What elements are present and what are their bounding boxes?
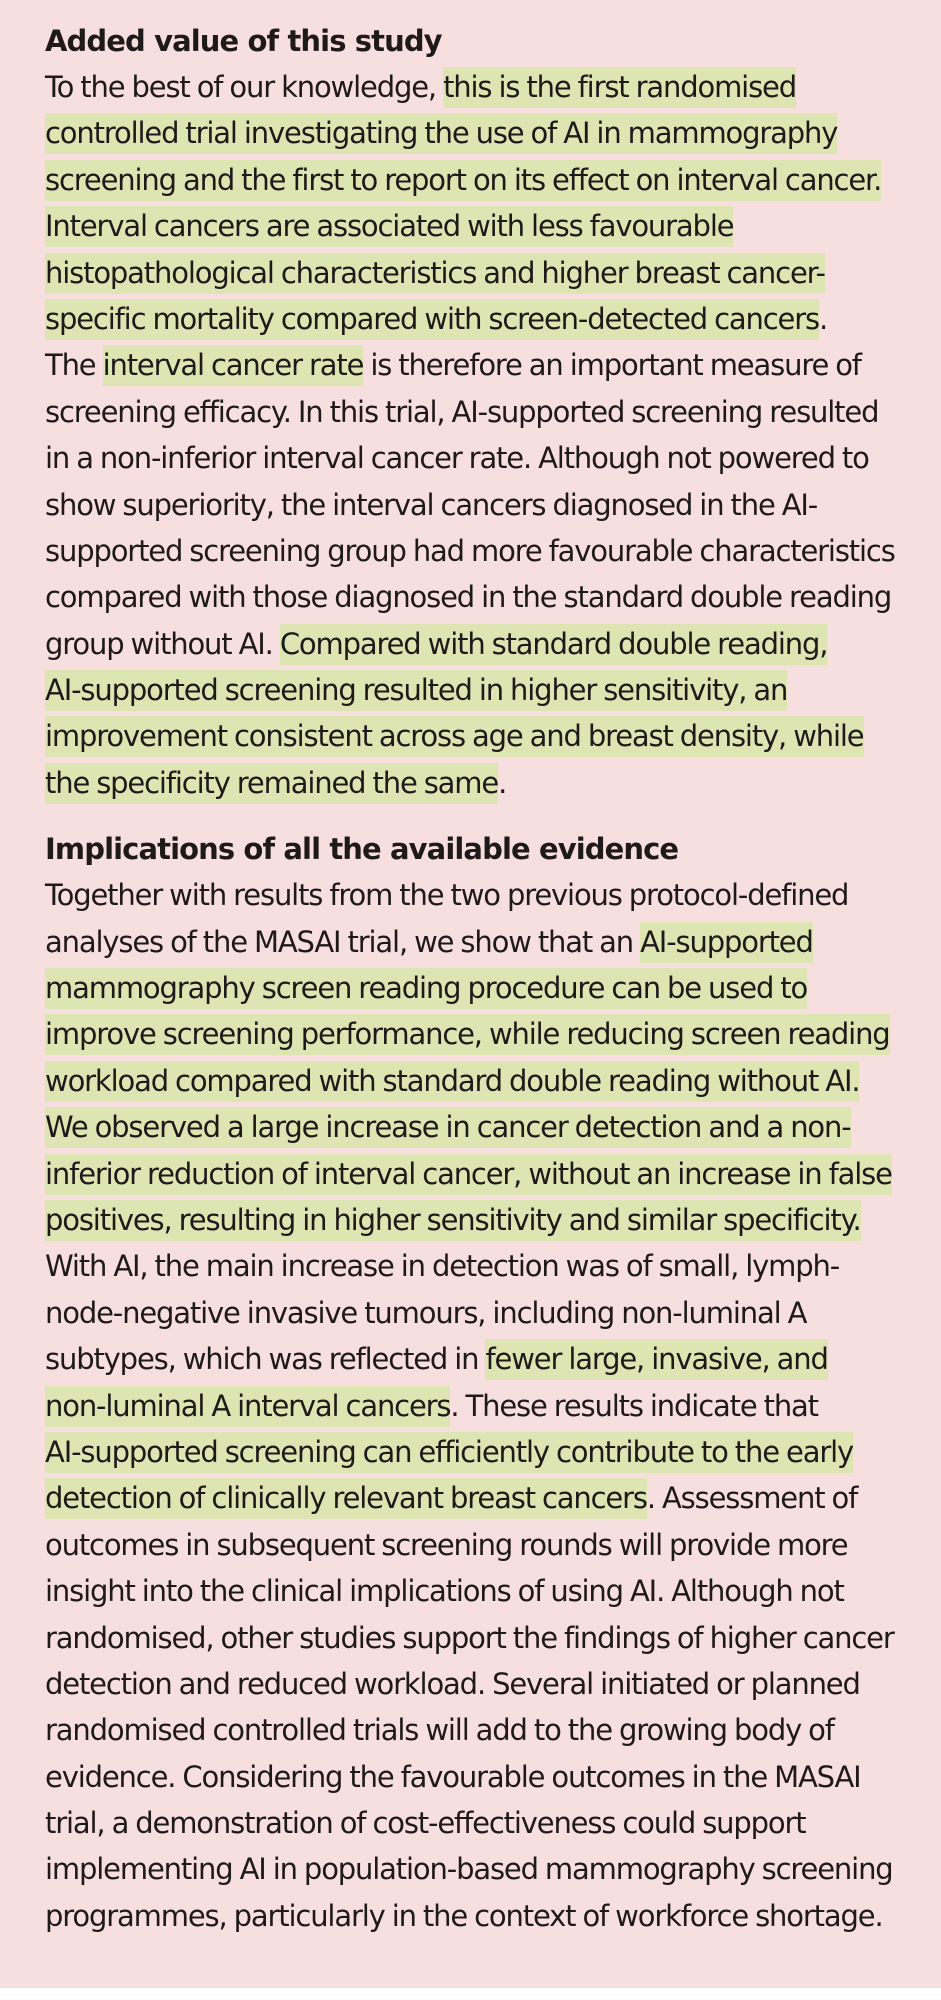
highlighted-text: AI-supported screening resulted in higher sensitivity, an xyxy=(45,670,787,711)
text-line xyxy=(45,1568,925,1614)
body-text: To the best of our knowledge, xyxy=(45,70,444,104)
text-line xyxy=(45,621,925,667)
text-line xyxy=(45,1707,925,1753)
highlighted-text: fewer large, invasive, and xyxy=(485,1339,827,1380)
text-line xyxy=(45,157,925,203)
body-text: in a non-inferior interval cancer rate. Although not powered to xyxy=(45,441,869,476)
highlighted-text: non-luminal A interval cancers xyxy=(45,1386,450,1427)
text-line xyxy=(45,1475,925,1521)
text-line xyxy=(45,1290,925,1336)
highlighted-text: inferior reduction of interval cancer, without an increase in false xyxy=(45,1154,892,1195)
text-line xyxy=(45,1383,925,1429)
body-text: group without AI. xyxy=(45,626,280,661)
highlighted-text: positives, resulting in higher sensitivity and similar specificity. xyxy=(45,1200,861,1241)
panel-content xyxy=(45,18,925,1939)
body-text: Together with results from the two previous protocol-defined xyxy=(45,878,849,913)
text-line xyxy=(45,1336,925,1382)
text-line xyxy=(45,1104,925,1150)
text-line xyxy=(45,1661,925,1707)
body-text: outcomes in subsequent screening rounds will provide more xyxy=(45,1527,848,1562)
highlighted-text: this is the first randomised xyxy=(443,67,796,108)
section-heading: Added value of this study xyxy=(45,24,442,58)
text-line xyxy=(45,435,925,481)
body-text: supported screening group had more favourable characteristics xyxy=(45,533,895,568)
body-text: is therefore an important measure of xyxy=(363,348,861,383)
body-text: randomised, other studies support the findings of higher cancer xyxy=(45,1620,894,1655)
body-text: analyses of the MASAI trial, we show that an xyxy=(45,924,641,959)
text-line xyxy=(45,64,925,110)
text-line xyxy=(45,1151,925,1197)
body-text: detection and reduced workload. Several initiated or planned xyxy=(45,1666,860,1701)
section-heading: Implications of all the available evidence xyxy=(45,832,679,867)
section-added-value xyxy=(45,18,925,806)
body-text: implementing AI in population-based mammography screening xyxy=(45,1852,893,1887)
text-line xyxy=(45,1800,925,1846)
text-line xyxy=(45,389,925,435)
body-text: randomised controlled trials will add to the growing body of xyxy=(45,1713,834,1748)
text-line xyxy=(45,667,925,713)
highlighted-text: AI-supported screening can efficiently contribute to the early xyxy=(45,1432,853,1473)
body-text: trial, a demonstration of cost-effectiveness could support xyxy=(45,1806,806,1841)
text-line xyxy=(45,1893,925,1939)
highlighted-text: We observed a large increase in cancer detection and a non- xyxy=(45,1107,851,1148)
text-line xyxy=(45,919,925,965)
text-line xyxy=(45,1754,925,1800)
body-text: . xyxy=(498,765,507,800)
section-gap xyxy=(45,806,925,826)
text-line xyxy=(45,965,925,1011)
text-line xyxy=(45,110,925,156)
highlighted-text: controlled trial investigating the use of AI in mammography xyxy=(45,113,837,154)
highlighted-text: specific mortality compared with screen-detected cancers xyxy=(45,299,819,340)
highlighted-text: detection of clinically relevant breast cancers xyxy=(45,1478,647,1519)
body-text: compared with those diagnosed in the standard double reading xyxy=(45,580,892,615)
body-text: insight into the clinical implications of using AI. Although not xyxy=(45,1574,844,1609)
body-text: show superiority, the interval cancers diagnosed in the AI- xyxy=(45,487,818,522)
body-text: programmes, particularly in the context of workforce shortage. xyxy=(45,1898,883,1933)
text-line xyxy=(45,296,925,342)
text-line xyxy=(45,1522,925,1568)
text-line xyxy=(45,342,925,388)
text-line xyxy=(45,528,925,574)
highlighted-text: Interval cancers are associated with less favourable xyxy=(45,206,733,247)
highlighted-text: AI-supported xyxy=(640,922,813,963)
body-text: . These results indicate that xyxy=(450,1388,818,1423)
highlighted-text: improve screening performance, while reducing screen reading xyxy=(45,1014,890,1055)
body-text: evidence. Considering the favourable outcomes in the MASAI xyxy=(45,1759,861,1794)
section-paragraph xyxy=(45,64,925,806)
text-line xyxy=(45,1197,925,1243)
section-paragraph xyxy=(45,872,925,1939)
text-line xyxy=(45,713,925,759)
text-line xyxy=(45,1846,925,1892)
body-text: . Assessment of xyxy=(646,1481,858,1516)
highlighted-text: screening and the first to report on its effect on interval cancer. xyxy=(45,160,881,201)
text-line xyxy=(45,482,925,528)
text-line xyxy=(45,1058,925,1104)
highlighted-text: improvement consistent across age and breast density, while xyxy=(45,716,864,757)
highlighted-text: the specificity remained the same xyxy=(45,763,498,804)
text-line xyxy=(45,760,925,806)
text-line xyxy=(45,574,925,620)
highlighted-text: mammography screen reading procedure can be used to xyxy=(45,968,807,1009)
highlighted-text: histopathological characteristics and higher breast cancer- xyxy=(45,253,825,294)
text-line xyxy=(45,1243,925,1289)
text-line xyxy=(45,1615,925,1661)
section-implications xyxy=(45,826,925,1939)
highlighted-text: workload compared with standard double reading without AI. xyxy=(45,1061,859,1102)
text-line xyxy=(45,1011,925,1057)
body-text: screening efficacy. In this trial, AI-supported screening resulted xyxy=(45,394,879,429)
text-line xyxy=(45,203,925,249)
body-text: The xyxy=(45,348,103,383)
text-line xyxy=(45,250,925,296)
body-text: . xyxy=(818,301,828,336)
text-line xyxy=(45,872,925,918)
body-text: With AI, the main increase in detection was of small, lymph- xyxy=(45,1249,840,1284)
body-text: node-negative invasive tumours, including non-luminal A xyxy=(45,1295,807,1330)
highlighted-text: interval cancer rate xyxy=(103,345,364,386)
body-text: subtypes, which was reflected in xyxy=(45,1342,486,1377)
highlighted-text: Compared with standard double reading, xyxy=(280,624,828,665)
text-line xyxy=(45,1429,925,1475)
